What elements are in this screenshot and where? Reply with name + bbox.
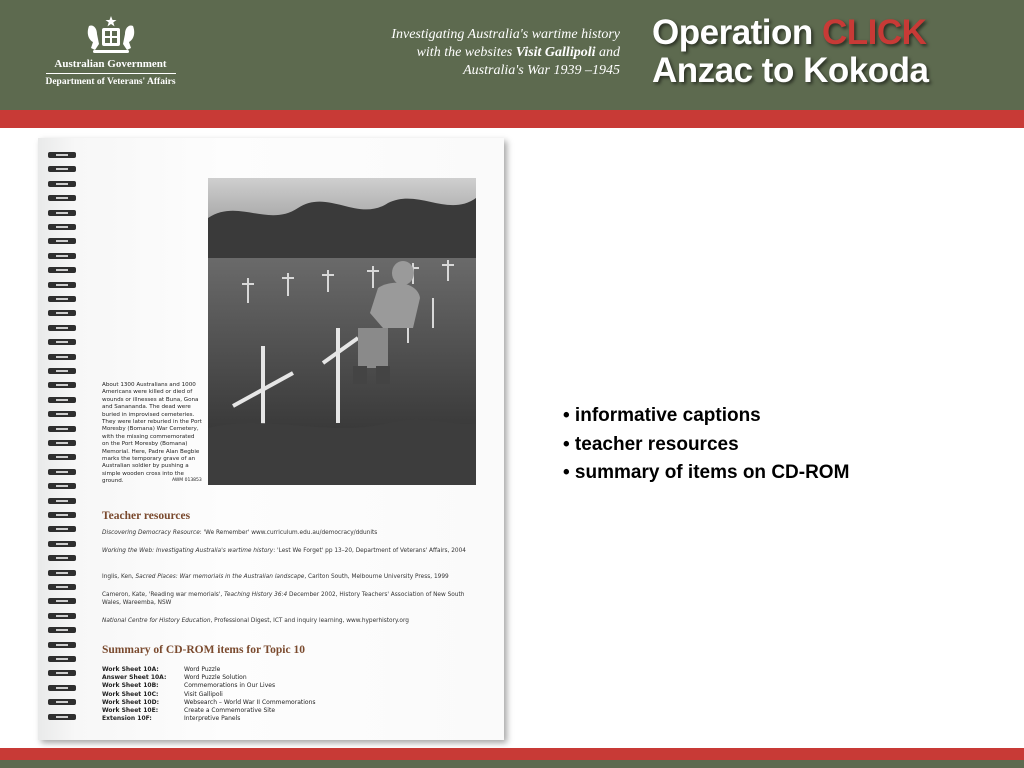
title-click: CLICK	[822, 13, 927, 52]
spiral-ring	[48, 454, 76, 460]
resource-item	[102, 618, 482, 626]
list-item	[102, 707, 402, 715]
item-key: Answer Sheet 10A:	[102, 674, 167, 682]
tagline-line-1: Investigating Australia's wartime history	[391, 27, 620, 42]
spiral-ring	[48, 267, 76, 273]
resource-item	[102, 592, 482, 607]
resource-item	[102, 548, 482, 556]
spiral-ring	[48, 253, 76, 259]
government-name: Australian Government	[54, 58, 167, 70]
bottom-green-stripe	[0, 760, 1024, 768]
spiral-ring	[48, 238, 76, 244]
spiral-ring	[48, 598, 76, 604]
list-item	[102, 674, 402, 682]
list-item	[102, 715, 402, 723]
spiral-ring	[48, 714, 76, 720]
title-line-1	[652, 14, 928, 52]
spiral-ring	[48, 426, 76, 432]
item-value: Create a Commemorative Site	[184, 707, 276, 715]
tagline-prefix: with the websites	[416, 45, 516, 60]
spiral-ring	[48, 670, 76, 676]
cd-rom-summary-heading: Summary of CD-ROM items for Topic 10	[102, 644, 305, 656]
cemetery-photo-graphic	[208, 178, 476, 485]
spiral-ring	[48, 469, 76, 475]
feature-bullet-list	[563, 402, 849, 488]
coat-of-arms-icon	[81, 14, 141, 56]
spiral-ring	[48, 541, 76, 547]
list-item	[102, 691, 402, 699]
spiral-ring	[48, 397, 76, 403]
resource-author: Cameron, Kate, 'Reading war memorials',	[102, 592, 225, 598]
top-red-stripe	[0, 110, 1024, 128]
spiral-ring	[48, 325, 76, 331]
spiral-ring	[48, 152, 76, 158]
bottom-red-stripe	[0, 748, 1024, 760]
spiral-ring	[48, 555, 76, 561]
spiral-ring	[48, 354, 76, 360]
spiral-ring	[48, 483, 76, 489]
spiral-ring	[48, 210, 76, 216]
spiral-ring	[48, 512, 76, 518]
resource-title: Sacred Places: War memorials in the Australian landscape	[135, 574, 305, 580]
spiral-ring	[48, 368, 76, 374]
resource-detail: , Carlton South, Melbourne University Press, 1999	[304, 574, 449, 580]
resource-detail: , Professional Digest, ICT and inquiry learning, www.hyperhistory.org	[210, 618, 409, 624]
teacher-resources-heading: Teacher resources	[102, 510, 191, 522]
spiral-ring	[48, 642, 76, 648]
resource-detail: : 'We Remember' www.curriculum.edu.au/democracy/ddunits	[199, 530, 378, 536]
item-value: Interpretive Panels	[184, 715, 241, 723]
spiral-ring	[48, 282, 76, 288]
spiral-ring	[48, 699, 76, 705]
title-operation: Operation	[652, 13, 813, 52]
header-tagline	[340, 26, 620, 80]
spiral-ring	[48, 526, 76, 532]
spiral-ring	[48, 656, 76, 662]
spiral-ring	[48, 584, 76, 590]
item-key: Work Sheet 10D:	[102, 698, 159, 706]
resource-detail: December 2002, History Teachers' Association of New South Wales, Wareemba, NSW	[102, 592, 465, 606]
list-item	[102, 682, 402, 690]
list-item	[102, 666, 402, 674]
bullet-teacher-resources: • teacher resources	[563, 433, 739, 455]
booklet-page-image	[38, 138, 504, 740]
spiral-ring	[48, 224, 76, 230]
spiral-ring	[48, 166, 76, 172]
spiral-ring	[48, 498, 76, 504]
tagline-suffix: and	[595, 45, 620, 60]
tagline-line-3: Australia's War 1939 –1945	[463, 63, 620, 78]
item-value: Websearch – World War II Commemorations	[184, 698, 316, 706]
spiral-ring	[48, 613, 76, 619]
government-logo	[38, 14, 183, 94]
title-line-2: Anzac to Kokoda	[652, 51, 929, 90]
spiral-ring	[48, 339, 76, 345]
photo-caption: About 1300 Australians and 1000 Americans were killed or died of wounds or illnesses at Buna, Gona and Sanananda. The dead were buried in improvised cemeteries. They were later reburied in the Port Moresby (Bomana) War Cemetery, with the missing commemorated on the Port Moresby (Bomana) Memorial. Here, Padre Alan Begbie marks the temporary grave of an Australian soldier by pushing a simple wooden cross into the ground.	[102, 382, 202, 485]
cemetery-photo	[208, 178, 476, 485]
item-value: Visit Gallipoli	[184, 690, 223, 698]
resource-title: National Centre for History Education	[102, 618, 211, 624]
spiral-ring	[48, 570, 76, 576]
resource-title: Working the Web: Investigating Australia's wartime history	[102, 548, 274, 554]
resource-author: Inglis, Ken,	[102, 574, 136, 580]
spiral-ring	[48, 440, 76, 446]
spiral-ring	[48, 411, 76, 417]
department-name: Department of Veterans' Affairs	[45, 77, 176, 87]
item-value: Word Puzzle Solution	[184, 674, 247, 682]
item-key: Work Sheet 10C:	[102, 690, 159, 698]
resource-item	[102, 574, 482, 582]
spiral-ring	[48, 181, 76, 187]
spiral-ring	[48, 627, 76, 633]
awm-reference: AWM 013853	[172, 478, 202, 483]
resource-detail: : 'Lest We Forget' pp 13–20, Department of Veterans' Affairs, 2004	[273, 548, 466, 554]
resource-title: Discovering Democracy Resource	[102, 530, 200, 536]
item-value: Commemorations in Our Lives	[184, 682, 276, 690]
logo-divider	[46, 73, 176, 74]
bullet-cd-rom-summary: • summary of items on CD-ROM	[563, 462, 850, 483]
item-key: Work Sheet 10A:	[102, 666, 159, 673]
page-title	[652, 14, 928, 90]
spiral-ring	[48, 310, 76, 316]
spiral-binding	[48, 152, 78, 732]
spiral-ring	[48, 382, 76, 388]
resource-item	[102, 530, 482, 538]
resource-title: Teaching History 36:4	[224, 592, 288, 598]
cd-rom-items-list	[102, 666, 402, 723]
list-item	[102, 699, 402, 707]
spiral-ring	[48, 296, 76, 302]
spiral-ring	[48, 195, 76, 201]
item-key: Work Sheet 10E:	[102, 707, 159, 715]
item-value: Word Puzzle	[184, 666, 221, 673]
item-key: Extension 10F:	[102, 715, 152, 723]
item-key: Work Sheet 10B:	[102, 682, 159, 690]
tagline-line-2	[340, 44, 620, 62]
tagline-visit-gallipoli: Visit Gallipoli	[515, 45, 596, 60]
bullet-informative-captions: • informative captions	[563, 405, 761, 426]
spiral-ring	[48, 685, 76, 691]
